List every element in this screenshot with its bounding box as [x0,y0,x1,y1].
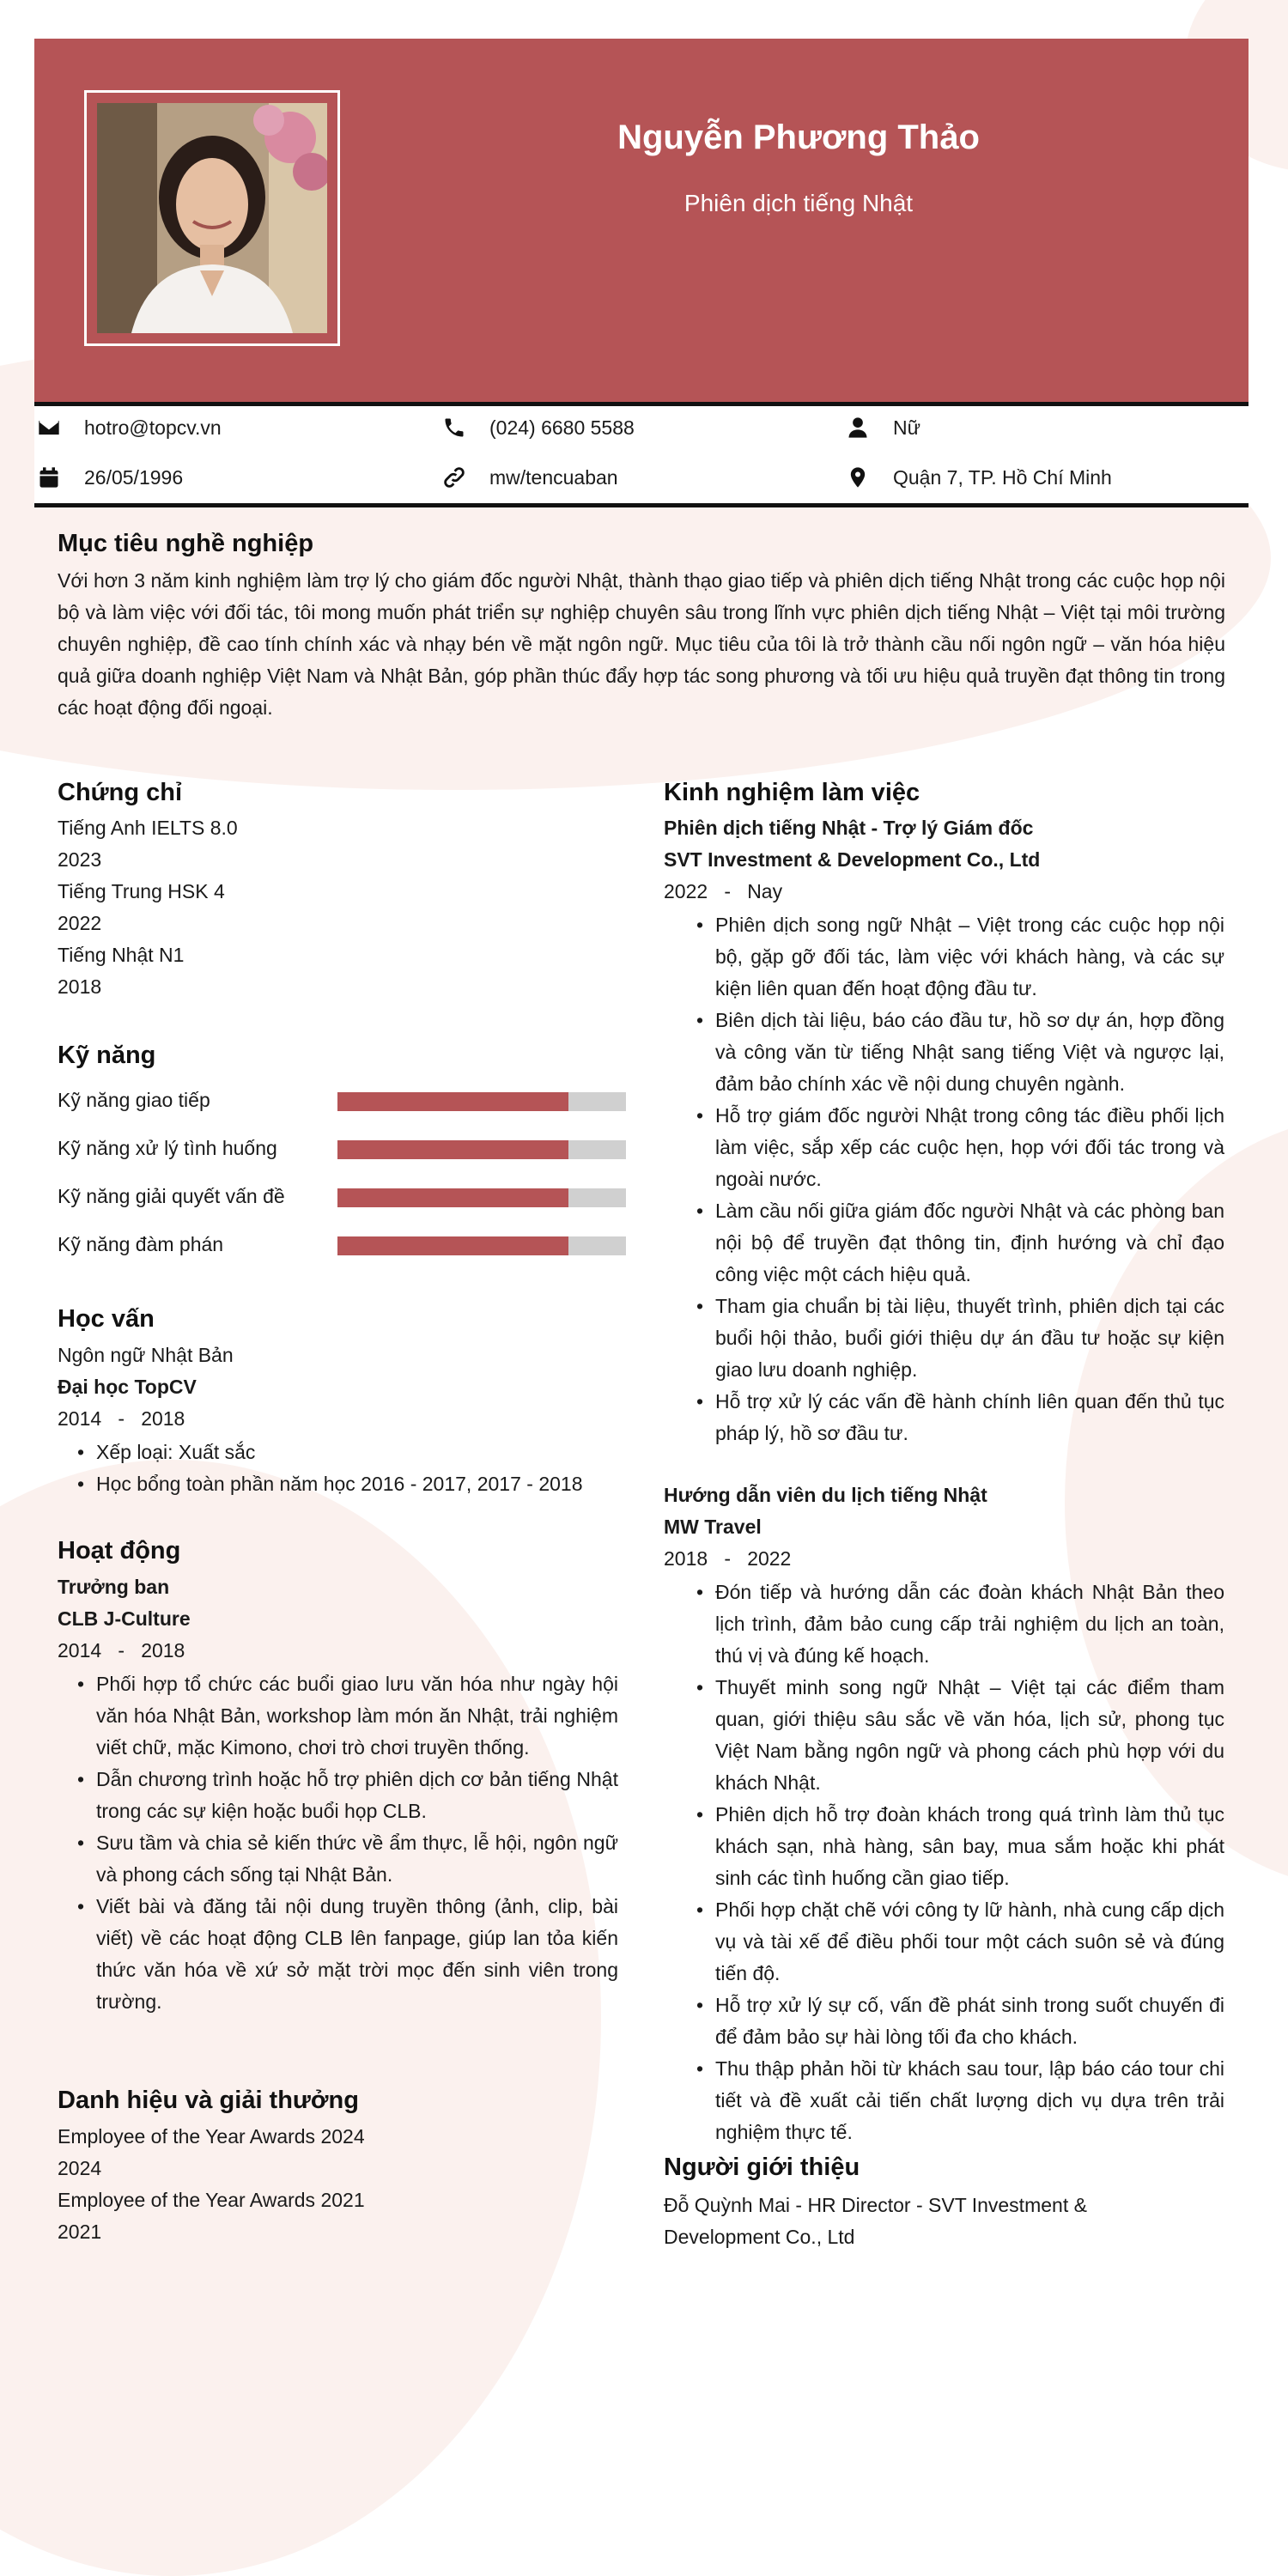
period-end: 2018 [141,1407,185,1430]
activity-org: CLB J-Culture [58,1607,191,1630]
experience-title: Kinh nghiệm làm việc [664,779,920,806]
gender-value: Nữ [893,416,921,439]
contact-website [441,465,618,490]
activity-details [64,1668,618,2018]
period-start: 2018 [664,1547,708,1570]
objective-title: Mục tiêu nghề nghiệp [58,530,314,557]
phone-icon [441,415,467,440]
job-period [664,1547,791,1571]
period-start: 2022 [664,880,708,902]
website-value[interactable]: mw/tencuaban [489,465,618,489]
period-separator: - [724,880,732,902]
profile-photo-frame [84,90,340,346]
link-icon [441,465,467,490]
certificate-name: Tiếng Anh IELTS 8.0 [58,817,238,839]
list-item: • Viết bài và đăng tải nội dung truyền thông (ảnh, clip, bài viết) về các hoạt động CLB lên fanpage, giúp lan tỏa kiến thức văn hóa về xứ sở mặt trời mọc đến sinh viên trong trường. [64,1891,618,2018]
contact-bar [34,402,1249,507]
activities-title: Hoạt động [58,1537,181,1564]
contact-email [36,415,222,440]
list-item: • Thu thập phản hồi từ khách sau tour, lập báo cáo tour chi tiết và đề xuất cải tiến chất lượng dịch vụ dựa trên trải nghiệm thực tế. [683,2053,1224,2148]
cv-header [34,39,1249,402]
contact-birthday [36,465,183,490]
certificates-title: Chứng chỉ [58,779,183,806]
list-item: • Hỗ trợ giám đốc người Nhật trong công tác điều phối lịch làm việc, sắp xếp các cuộc hẹn, họp với đối tác trong và ngoài nước. [683,1100,1224,1195]
skill-name: Kỹ năng giao tiếp [58,1089,210,1111]
list-item: • Thuyết minh song ngữ Nhật – Việt tại các điểm tham quan, giới thiệu sâu sắc về văn hóa, lịch sử, phong tục Việt Nam bằng ngôn ngữ và phong cách phù hợp với du khách Nhật. [683,1672,1224,1799]
list-item: • Sưu tầm và chia sẻ kiến thức về ẩm thực, lễ hội, ngôn ngữ và phong cách sống tại Nhật Bản. [64,1827,618,1891]
list-item: • Hỗ trợ xử lý các vấn đề hành chính liên quan đến thủ tục pháp lý, hồ sơ đầu tư. [683,1386,1224,1449]
skill-level-bar [337,1236,626,1255]
list-item: • Đón tiếp và hướng dẫn các đoàn khách Nhật Bản theo lịch trình, đảm bảo cung cấp trải nghiệm du lịch an toàn, thú vị và đúng kế hoạch. [683,1577,1224,1672]
skill-level-bar [337,1092,626,1111]
profile-photo [97,103,327,333]
education-school: Đại học TopCV [58,1376,197,1398]
certificate-year: 2023 [58,848,102,871]
job-company: SVT Investment & Development Co., Ltd [664,848,1041,871]
list-item: • Biên dịch tài liệu, báo cáo đầu tư, hồ sơ dự án, hợp đồng và công văn từ tiếng Nhật sang tiếng Việt và ngược lại, đảm bảo chính xác về nội dung chuyên ngành. [683,1005,1224,1100]
skill-name: Kỹ năng đàm phán [58,1233,224,1255]
education-period [58,1407,185,1431]
skills-title: Kỹ năng [58,1042,156,1069]
skill-level-fill [337,1092,568,1111]
certificate-name: Tiếng Nhật N1 [58,944,185,966]
job-position: Phiên dịch tiếng Nhật - Trợ lý Giám đốc [664,817,1034,839]
period-start: 2014 [58,1639,102,1662]
email-value[interactable]: hotro@topcv.vn [84,416,222,439]
list-item: • Hỗ trợ xử lý sự cố, vấn đề phát sinh trong suốt chuyến đi để đảm bảo sự hài lòng tối đa cho khách. [683,1990,1224,2053]
portrait-image [97,103,327,333]
contact-phone [441,415,635,440]
period-end: 2018 [141,1639,185,1662]
award-year: 2024 [58,2157,102,2179]
calendar-icon [36,465,62,490]
list-item: • Dẫn chương trình hoặc hỗ trợ phiên dịch cơ bản tiếng Nhật trong các sự kiện hoặc buổi họp CLB. [64,1764,618,1827]
location-pin-icon [845,465,871,490]
list-item: • Phối hợp tổ chức các buổi giao lưu văn hóa như ngày hội văn hóa Nhật Bản, workshop làm món ăn Nhật, trải nghiệm viết chữ, mặc Kimono, chơi trò chơi truyền thống. [64,1668,618,1764]
education-major: Ngôn ngữ Nhật Bản [58,1344,234,1366]
list-item: • Phối hợp chặt chẽ với công ty lữ hành, nhà cung cấp dịch vụ và tài xế để điều phối tour một cách suôn sẻ và đúng tiến độ. [683,1894,1224,1990]
activity-period [58,1639,185,1662]
list-item: • Học bổng toàn phần năm học 2016 - 2017, 2017 - 2018 [64,1468,648,1500]
education-title: Học vấn [58,1305,155,1333]
list-item: • Xếp loại: Xuất sắc [64,1437,648,1468]
list-item: • Tham gia chuẩn bị tài liệu, thuyết trình, phiên dịch tại các buổi hội thảo, buổi giới thiệu dự án đầu tư hoặc sự kiện giao lưu doanh nghiệp. [683,1291,1224,1386]
skill-level-bar [337,1188,626,1207]
job-duties [683,1577,1224,2148]
list-item: • Phiên dịch song ngữ Nhật – Việt trong các cuộc họp nội bộ, gặp gỡ đối tác, làm việc với khách hàng, và các sự kiện liên quan đến hoạt động đầu tư. [683,909,1224,1005]
contact-address [845,465,1112,490]
skill-level-bar [337,1140,626,1159]
period-end: 2022 [747,1547,792,1570]
objective-text: Với hơn 3 năm kinh nghiệm làm trợ lý cho giám đốc người Nhật, thành thạo giao tiếp và phiên dịch tiếng Nhật trong các cuộc họp nội bộ và làm việc với đối tác, tôi mong muốn phát triển sự nghiệp chuyên sâu trong lĩnh vực phiên dịch tiếng Nhật – Việt tại môi trường chuyên nghiệp, đề cao tính chính xác và nhạy bén về mặt ngôn ngữ. Mục tiêu của tôi là trở thành cầu nối ngôn ngữ – văn hóa hiệu quả giữa doanh nghiệp Việt Nam và Nhật Bản, góp phần thúc đẩy hợp tác song phương và tối ưu hiệu quả truyền đạt thông tin trong các hoạt động đối ngoại. [58,569,1225,719]
period-separator: - [118,1639,125,1662]
skill-level-fill [337,1188,568,1207]
certificate-year: 2018 [58,975,102,998]
skill-level-fill [337,1236,568,1255]
job-period [664,880,782,903]
period-end: Nay [747,880,783,902]
skill-name: Kỹ năng giải quyết vấn đề [58,1185,285,1207]
address-value: Quận 7, TP. Hồ Chí Minh [893,465,1112,489]
job-company: MW Travel [664,1516,762,1538]
contact-gender [845,415,920,440]
certificate-year: 2022 [58,912,102,934]
certificate-name: Tiếng Trung HSK 4 [58,880,225,902]
skill-name: Kỹ năng xử lý tình huống [58,1137,277,1159]
award-name: Employee of the Year Awards 2021 [58,2189,365,2211]
reference-text: Đỗ Quỳnh Mai - HR Director - SVT Investment & Development Co., Ltd [664,2194,1087,2248]
birthday-value: 26/05/1996 [84,465,184,489]
job-duties [683,909,1224,1449]
period-separator: - [118,1407,125,1430]
candidate-name: Nguyễn Phương Thảo [617,118,980,156]
phone-value[interactable]: (024) 6680 5588 [489,416,635,439]
skill-level-fill [337,1140,568,1159]
award-name: Employee of the Year Awards 2024 [58,2125,365,2148]
activity-role: Trưởng ban [58,1576,170,1598]
job-position: Hướng dẫn viên du lịch tiếng Nhật [664,1484,987,1506]
education-details [64,1437,648,1500]
user-icon [845,415,871,440]
awards-title: Danh hiệu và giải thưởng [58,2087,359,2114]
envelope-icon [36,415,62,440]
period-start: 2014 [58,1407,102,1430]
award-year: 2021 [58,2221,102,2243]
references-title: Người giới thiệu [664,2154,860,2181]
cv-page [34,39,1249,2292]
list-item: • Làm cầu nối giữa giám đốc người Nhật và các phòng ban nội bộ để truyền đạt thông tin, định hướng và chỉ đạo công việc một cách hiệu quả. [683,1195,1224,1291]
period-separator: - [724,1547,732,1570]
list-item: • Phiên dịch hỗ trợ đoàn khách trong quá trình làm thủ tục khách sạn, nhà hàng, sân bay, mua sắm hoặc khi phát sinh các tình huống cần giao tiếp. [683,1799,1224,1894]
candidate-job-title: Phiên dịch tiếng Nhật [683,190,914,216]
